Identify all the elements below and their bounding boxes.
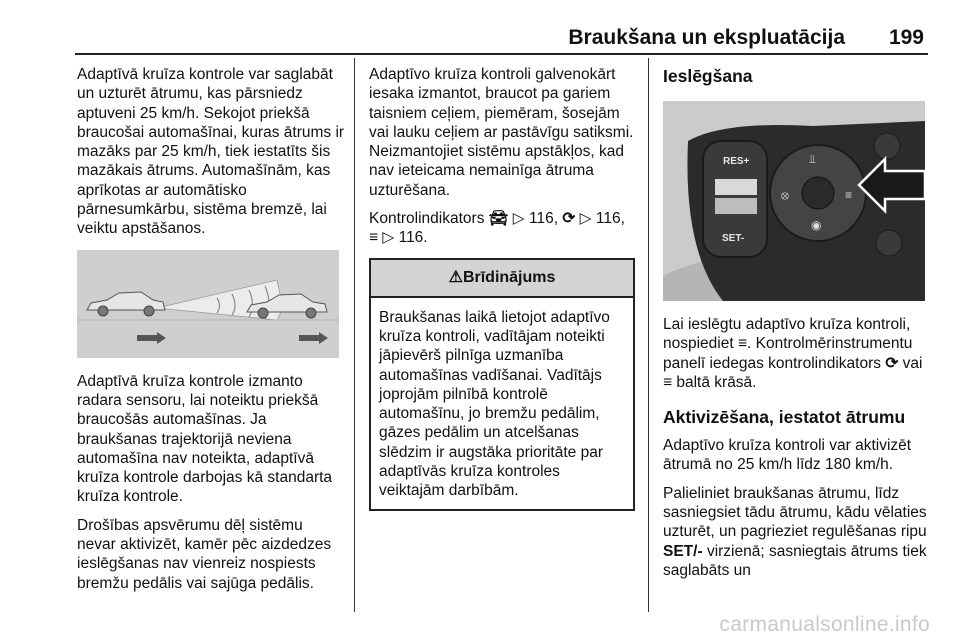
page-ref-arrow-icon: ▷ — [579, 210, 592, 228]
warning-box — [369, 258, 635, 511]
section-heading: Ieslēgšana — [663, 66, 753, 86]
page-ref-arrow-icon: ▷ — [512, 210, 525, 228]
paragraph: Adaptīvo kruīza kontroli var aktivizēt ātrumā no 25 km/h līdz 180 km/h. — [663, 437, 912, 474]
page-ref-arrow-icon: ▷ — [382, 229, 395, 247]
page-ref: 116, — [595, 210, 625, 228]
radar-following-illustration — [77, 250, 339, 358]
paragraph: Drošības apsvērumu dēļ sistēmu nevar aktivizēt, kamēr pēc aizdedzes ieslēgšanas nav vienreiz nospiests bremžu pedālis vai sajūga pedālis. — [77, 516, 332, 592]
warning-header — [371, 260, 633, 298]
warning-icon: ⚠ — [448, 268, 463, 286]
page-ref: 116. — [398, 229, 428, 247]
svg-text:≡: ≡ — [845, 188, 853, 202]
header-rule — [75, 53, 928, 55]
paragraph: Adaptīvā kruīza kontrole izmanto radara sensoru, lai noteiktu priekšā braucošās automašīnas. Ja braukšanas trajektorijā neviena automašīna nav noteikta, adaptīvā kruīza kontrole darbojas kā standarta kruīza kontrole. — [77, 372, 333, 506]
set-control-label: SET/- — [663, 542, 703, 560]
column-divider-1 — [354, 58, 355, 612]
acc-button-icon: ≡ — [737, 335, 748, 353]
column-2 — [369, 65, 635, 511]
car-indicator-icon: 🚘︎ — [488, 210, 509, 228]
column-divider-2 — [648, 58, 649, 612]
page-ref: 116, — [529, 210, 559, 228]
section-heading: Aktivizēšana, iestatot ātrumu — [663, 407, 906, 428]
paragraph: Adaptīvā kruīza kontrole var saglabāt un uzturēt ātrumu, kas pārsniedz aptuveni 25 km/h. Sekojot priekšā braucošai automašīnai, kuras ātrums ir mazāks par 25 km/h, tiek iestatīts šis mazākais ātrums. Automašīnām, kas aprīkotas ar automātisko pārnesumkārbu, sistēma bremzē, lai veiktu apstāšanos. — [77, 66, 345, 238]
warning-text: Braukšanas laikā lietojot adaptīvo kruīza kontroli, vadītājam noteikti jāpievērš pilnīga uzmanība automašīnas vadīšanai. Vadītājs joprojām pilnībā kontrolē automašīnu, jo bremžu pedālim, gāzes pedālim un atcelšanas slēdzim ir augstāka prioritāte par adaptīvās kruīza kontroles veiktajām darbībām. — [379, 308, 610, 500]
cruise-indicator-icon: ⟳ — [562, 210, 576, 228]
paragraph: Adaptīvo kruīza kontroli galvenokārt iesaka izmantot, braucot pa gariem taisniem ceļiem, piemēram, šosejām vai lauku ceļiem ar pastāvīgu satiksmi. Neizmantojiet sistēmu apstākļos, kad nav ieteicama nemainīga ātruma uzturēšana. — [369, 66, 634, 199]
acc-indicator-icon: ≡ — [369, 229, 379, 247]
paragraph: Palieliniet braukšanas ātrumu, līdz sasniegsiet tādu ātrumu, kādu vēlaties uzturēt, un pagrieziet regulēšanas ripu SET/- virzienā; sasniegtais ātrums tiek saglabāts un — [663, 484, 927, 579]
svg-text:◉: ◉ — [811, 218, 822, 232]
indicator-label: Kontrolindikators — [369, 210, 485, 228]
cruise-indicator-icon: ⟳ — [885, 354, 899, 372]
column-1 — [77, 65, 345, 602]
warning-title: Brīdinājums — [462, 268, 556, 286]
res-button-label: RES+ — [723, 156, 750, 167]
indicator-references — [369, 209, 635, 248]
svg-text:⦻: ⦻ — [781, 188, 789, 202]
column-3 — [663, 65, 931, 589]
set-button-label: SET- — [722, 233, 745, 244]
paragraph: Lai ieslēgtu adaptīvo kruīza kontroli, nospiediet ≡. Kontrolmērinstrumentu panelī iedegas kontrolindikators ⟳ vai ≡ baltā krāsā. — [663, 316, 923, 391]
acc-indicator-icon: ≡ — [663, 373, 673, 391]
svg-text:⫫: ⫫ — [809, 152, 816, 166]
page-header-title: Braukšana un ekspluatācija — [568, 26, 845, 49]
steering-wheel-controls-illustration — [663, 101, 925, 301]
page-number: 199 — [888, 26, 924, 49]
watermark: carmanualsonline.info — [719, 613, 930, 636]
